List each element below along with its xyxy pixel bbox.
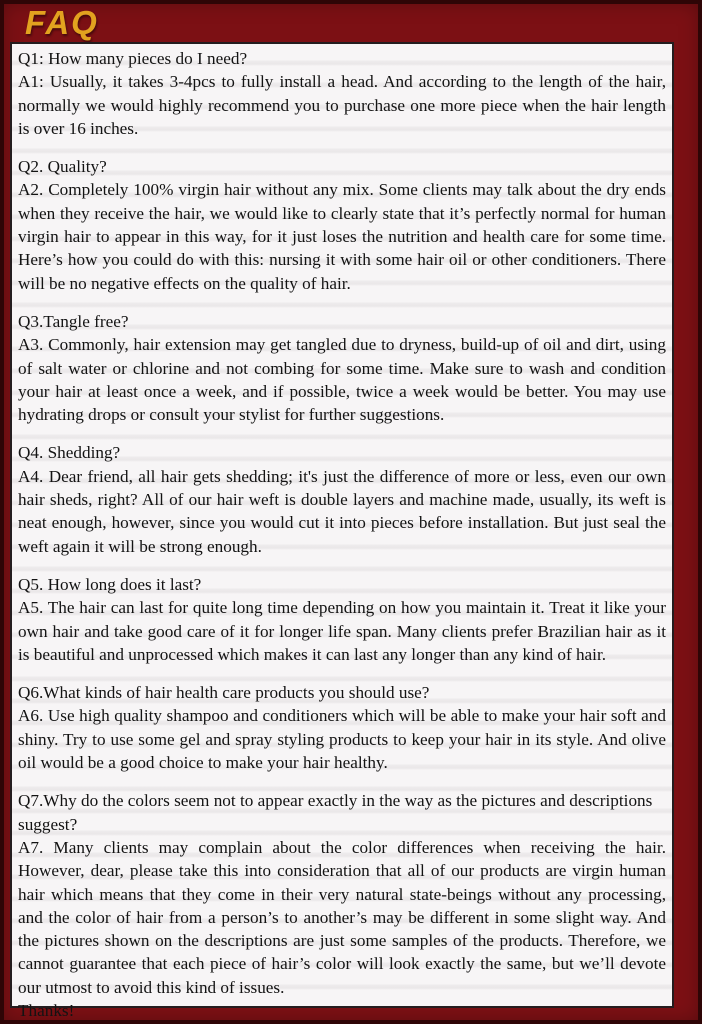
question-text: Q2. Quality? xyxy=(18,157,107,177)
faq-item-q7 xyxy=(18,789,666,1022)
answer-text: A2. Completely 100% virgin hair without any mix. Some clients may talk about the dry ends when they receive the hair, we would like to clearly state that it’s perfectly normal for human virgin hair to appear in this way, for it just loses the nutrition and health care for some time. Here’s how you could do with this: nursing it with some hair oil or other conditioners. There will be no negative effects on the quality of hair. xyxy=(18,180,666,293)
answer-closing-text: Thanks! xyxy=(18,1000,75,1020)
answer-text: A5. The hair can last for quite long time depending on how you maintain it. Treat it like your own hair and take good care of it for longer life span. Many clients prefer Brazilian hair as it is beautiful and unprocessed which makes it can last any longer than any kind of hair. xyxy=(18,598,666,664)
question-text: Q6.What kinds of hair health care products you should use? xyxy=(18,683,430,703)
question-text: Q5. How long does it last? xyxy=(18,574,202,594)
faq-paper-panel xyxy=(10,42,674,1020)
question-text: Q1: How many pieces do I need? xyxy=(18,49,248,68)
answer-text: A1: Usually, it takes 3-4pcs to fully install a head. And according to the length of the hair, normally we would highly recommend you to purchase one more piece when the hair length is over 16 inches. xyxy=(18,72,666,138)
faq-item-q2 xyxy=(18,155,666,295)
answer-text: A6. Use high quality shampoo and conditioners which will be able to make your hair soft and shiny. Try to use some gel and spray styling products to keep your hair in its style. And olive oil would be a good choice to make your hair healthy. xyxy=(18,706,666,773)
faq-item-q3 xyxy=(18,310,666,426)
faq-item-q5 xyxy=(18,573,666,666)
answer-text: A4. Dear friend, all hair gets shedding; it's just the difference of more or less, even our own hair sheds, right? All of our hair weft is double layers and machine made, usually, its weft is neat enough, however, since you would cut it into pieces before installation. But just seal the weft again it will be strong enough. xyxy=(18,466,666,556)
page-header xyxy=(0,0,702,42)
question-text: Q4. Shedding? xyxy=(18,443,121,463)
faq-item-q4 xyxy=(18,441,666,557)
question-text: Q3.Tangle free? xyxy=(18,311,129,331)
page-title: FAQ xyxy=(25,4,99,41)
faq-item-q1 xyxy=(18,47,666,140)
question-text: Q7.Why do the colors seem not to appear exactly in the way as the pictures and descriptions suggest? xyxy=(18,791,653,834)
answer-text: A3. Commonly, hair extension may get tangled due to dryness, build-up of oil and dirt, using of salt water or chlorine and not combing for some time. Make sure to wash and condition your hair at least once a week, and if possible, twice a week would be better. You may use hydrating drops or consult your stylist for further suggestions. xyxy=(18,335,666,425)
faq-item-q6 xyxy=(18,681,666,774)
answer-text: A7. Many clients may complain about the color differences when receiving the hair. However, dear, please take this into consideration that all of our products are virgin human hair which means that they come in their very natural state-beings without any processing, and the color of hair from a person’s to another’s may be different in some slight way. And the pictures shown on the descriptions are just some samples of the products. Therefore, we cannot guarantee that each piece of hair’s color will look exactly the same, but we’ll devote our utmost to avoid this kind of issues. xyxy=(18,837,666,997)
